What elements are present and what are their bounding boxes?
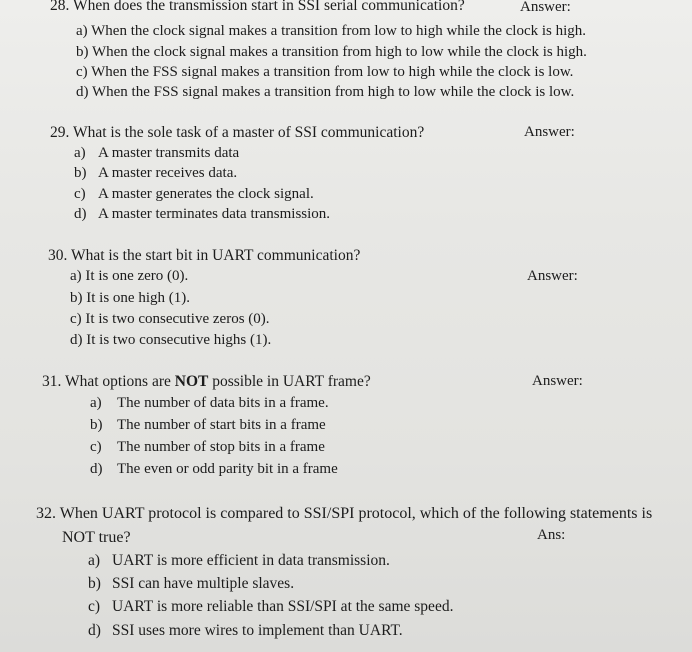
option-30-c: c) It is two consecutive zeros (0).: [70, 311, 270, 327]
question-text: When does the transmission start in SSI serial communication?: [72, 0, 465, 14]
question-30: [48, 247, 360, 265]
answer-label-28: Answer:: [520, 0, 571, 15]
question-28: [50, 0, 465, 15]
answer-label-29: Answer:: [524, 124, 575, 140]
question-text: When UART protocol is compared to SSI/SPI protocol, which of the following statements is: [59, 505, 653, 522]
option-29-c: c) A master generates the clock signal.: [74, 186, 314, 202]
option-31-a: a) The number of data bits in a frame.: [90, 395, 329, 411]
option-31-b: b) The number of start bits in a frame: [90, 417, 326, 433]
option-30-d: d) It is two consecutive highs (1).: [70, 332, 272, 348]
option-32-c: c) UART is more reliable than SSI/SPI at the same speed.: [88, 598, 454, 615]
question-text-pre: What options are: [64, 373, 171, 390]
option-30-a: a) It is one zero (0).: [70, 268, 189, 284]
option-28-c: c) When the FSS signal makes a transition from low to high while the clock is low.: [76, 64, 574, 80]
question-number: 31.: [42, 373, 62, 390]
option-28-d: d) When the FSS signal makes a transition from high to low while the clock is low.: [76, 84, 575, 100]
question-number: 28.: [50, 0, 70, 14]
option-29-d: d) A master terminates data transmission.: [74, 206, 331, 222]
option-30-b: b) It is one high (1).: [70, 290, 190, 306]
option-32-d: d) SSI uses more wires to implement than UART.: [88, 622, 403, 639]
option-31-d: d) The even or odd parity bit in a frame: [90, 461, 338, 477]
option-29-b: b) A master receives data.: [74, 165, 238, 181]
option-28-a: a) When the clock signal makes a transition from low to high while the clock is high.: [76, 23, 587, 39]
question-number: 30.: [48, 247, 68, 264]
question-31: [42, 373, 371, 391]
question-32-line2: NOT true?: [62, 529, 131, 546]
question-number: 32.: [36, 505, 56, 522]
question-text-post: possible in UART frame?: [212, 373, 371, 390]
question-text: What is the sole task of a master of SSI communication?: [72, 124, 425, 141]
question-29: [50, 124, 424, 142]
question-number: 29.: [50, 124, 70, 141]
question-text: What is the start bit in UART communication?: [70, 247, 361, 264]
option-29-a: a) A master transmits data: [74, 145, 240, 161]
option-32-b: b) SSI can have multiple slaves.: [88, 575, 295, 592]
answer-label-32: Ans:: [537, 527, 566, 543]
option-32-a: a) UART is more efficient in data transmission.: [88, 552, 390, 569]
answer-label-30: Answer:: [527, 268, 578, 284]
option-28-b: b) When the clock signal makes a transition from high to low while the clock is high.: [76, 44, 587, 60]
option-31-c: c) The number of stop bits in a frame: [90, 439, 325, 455]
question-emphasis: NOT: [174, 373, 209, 390]
answer-label-31: Answer:: [532, 373, 583, 389]
question-32: [36, 505, 652, 523]
